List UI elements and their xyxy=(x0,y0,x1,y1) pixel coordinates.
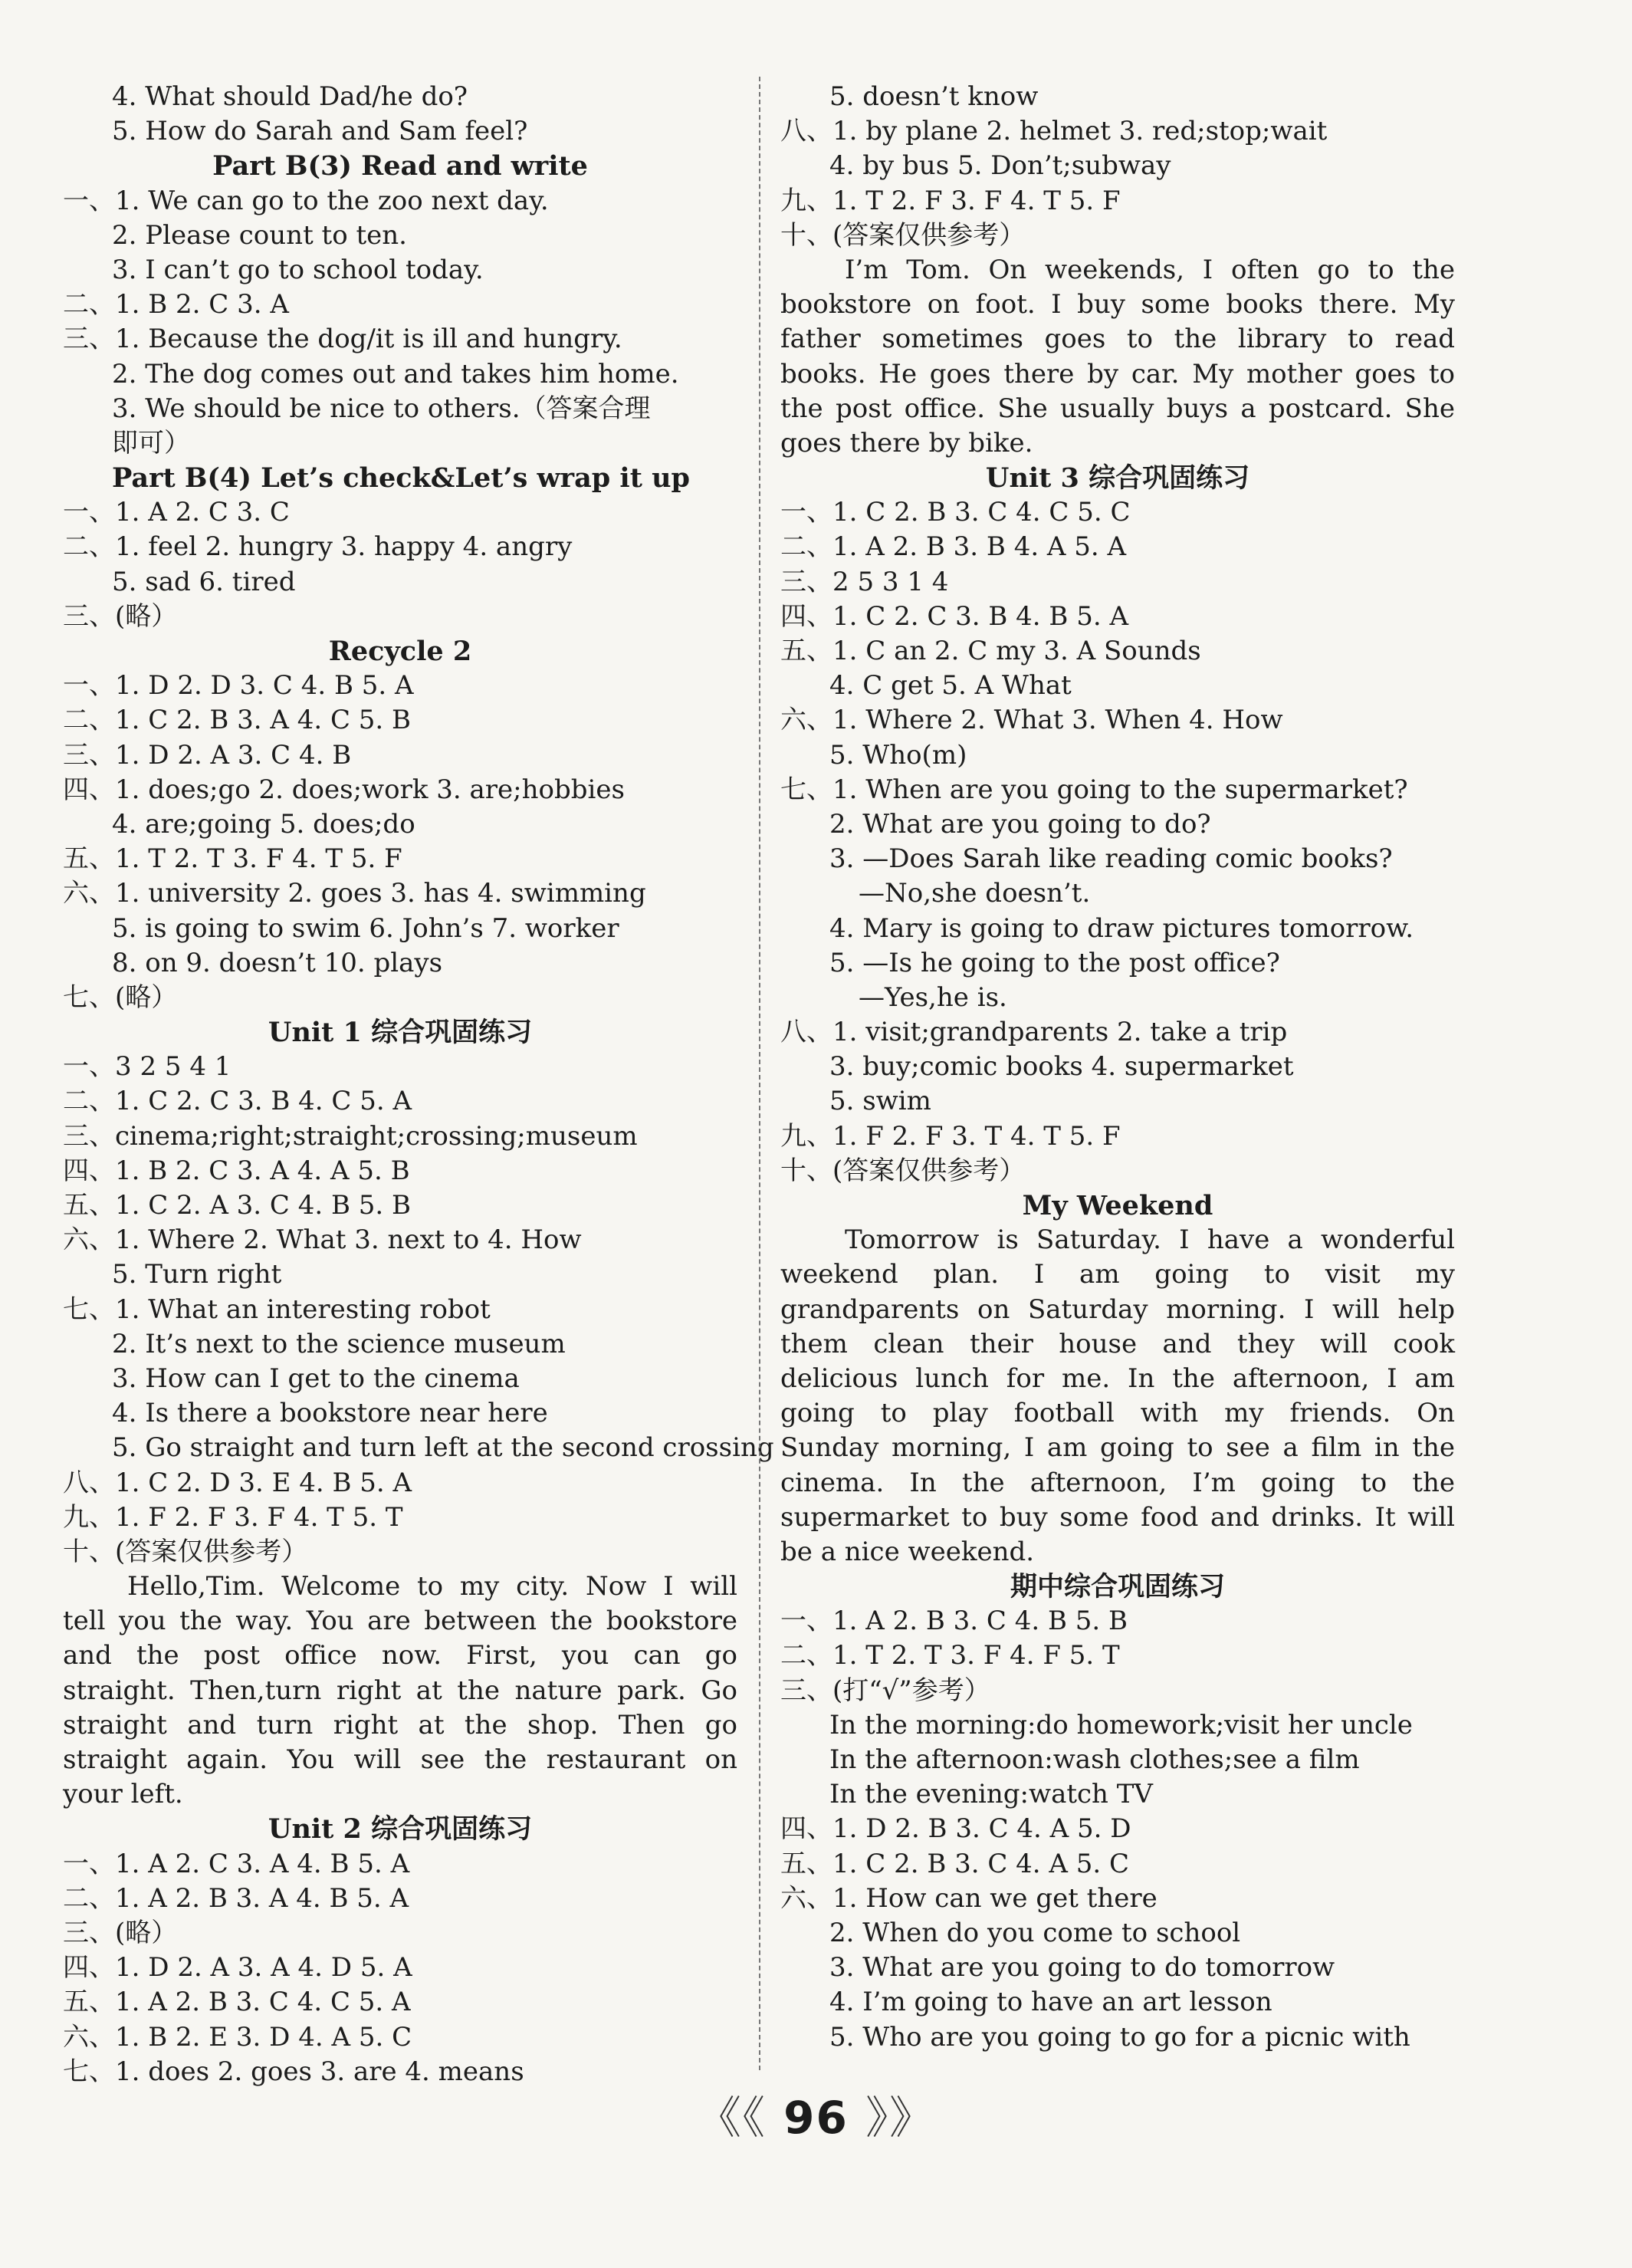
answer-line: 二、1. C 2. B 3. A 4. C 5. B xyxy=(63,705,412,736)
answer-line: 二、1. T 2. T 3. F 4. F 5. T xyxy=(780,1640,1120,1671)
answer-line: 二、1. feel 2. hungry 3. happy 4. angry xyxy=(63,531,573,563)
answer-line: father sometimes goes to the library to read xyxy=(780,324,1455,355)
answer-line: 八、1. visit;grandparents 2. take a trip xyxy=(780,1017,1288,1048)
answer-line: 一、1. We can go to the zoo next day. xyxy=(63,185,549,216)
answer-line: 七、1. does 2. goes 3. are 4. means xyxy=(63,2056,524,2087)
answer-line: 五、1. C 2. B 3. C 4. A 5. C xyxy=(780,1848,1130,1879)
answer-line: Hello,Tim. Welcome to my city. Now I will xyxy=(127,1571,737,1602)
answer-line: 3. We should be nice to others.（答案合理 xyxy=(112,393,651,424)
answer-line: —No,she doesn’t. xyxy=(859,878,1091,909)
answer-line: 十、(答案仅供参考） xyxy=(780,1155,1026,1186)
page-number-decor-left: 《《 xyxy=(696,2092,767,2144)
answer-line: 4. C get 5. A What xyxy=(829,670,1072,702)
answer-line: 5. Who(m) xyxy=(829,739,967,771)
section-heading: 期中综合巩固练习 xyxy=(1010,1571,1225,1603)
answer-line: 5. —Is he going to the post office? xyxy=(829,947,1280,978)
answer-line: 一、1. D 2. D 3. C 4. B 5. A xyxy=(63,670,414,702)
answer-line: going to play football with my friends. On xyxy=(780,1398,1455,1429)
answer-line: 5. is going to swim 6. John’s 7. worker xyxy=(112,912,619,944)
answer-line: 即可） xyxy=(112,427,190,459)
answer-line: tell you the way. You are between the bookstore xyxy=(63,1606,737,1637)
answer-line: 六、1. university 2. goes 3. has 4. swimming xyxy=(63,878,646,909)
answer-line: 二、1. A 2. B 3. A 4. B 5. A xyxy=(63,1882,409,1914)
answer-line: 八、1. by plane 2. helmet 3. red;stop;wait xyxy=(780,116,1328,147)
answer-line: 3. —Does Sarah like reading comic books? xyxy=(829,843,1393,875)
answer-line: them clean their house and they will cook xyxy=(780,1328,1455,1359)
answer-line: 三、(略） xyxy=(63,1917,178,1948)
answer-line: 五、1. T 2. T 3. F 4. T 5. F xyxy=(63,843,402,875)
answer-line: 5. Turn right xyxy=(112,1259,282,1290)
section-heading: Unit 2 综合巩固练习 xyxy=(268,1813,533,1846)
answer-line: 3. I can’t go to school today. xyxy=(112,254,484,285)
answer-line: and the post office now. First, you can go xyxy=(63,1640,737,1671)
answer-line: 4. What should Dad/he do? xyxy=(112,81,468,112)
answer-line: 5. doesn’t know xyxy=(829,81,1039,112)
answer-line: I’m Tom. On weekends, I often go to the xyxy=(845,254,1455,285)
answer-line: straight. Then,turn right at the nature park. Go xyxy=(63,1675,737,1706)
answer-line: 3. buy;comic books 4. supermarket xyxy=(829,1051,1294,1083)
answer-line: 3. What are you going to do tomorrow xyxy=(829,1952,1335,1984)
section-heading: Unit 1 综合巩固练习 xyxy=(268,1017,533,1049)
answer-line: 一、1. A 2. C 3. A 4. B 5. A xyxy=(63,1848,410,1879)
answer-line: In the evening:watch TV xyxy=(829,1779,1153,1810)
answer-line: 十、(答案仅供参考） xyxy=(63,1536,308,1567)
answer-line: 5. Who are you going to go for a picnic with xyxy=(829,2021,1410,2053)
answer-line: 2. When do you come to school xyxy=(829,1917,1241,1948)
answer-line: 4. Mary is going to draw pictures tomorrow. xyxy=(829,912,1414,944)
answer-line: straight again. You will see the restaurant on xyxy=(63,1744,737,1775)
answer-line: 4. I’m going to have an art lesson xyxy=(829,1987,1272,2018)
answer-line: be a nice weekend. xyxy=(780,1536,1035,1567)
answer-line: 三、cinema;right;straight;crossing;museum xyxy=(63,1120,638,1152)
answer-line: 五、1. C an 2. C my 3. A Sounds xyxy=(780,636,1201,666)
answer-line: 一、1. A 2. C 3. C xyxy=(63,497,290,528)
column-divider xyxy=(759,77,760,2070)
answer-line: 5. Go straight and turn left at the second crossing xyxy=(112,1432,774,1464)
answer-line: 2. The dog comes out and takes him home. xyxy=(112,358,679,390)
answer-line: straight and turn right at the shop. Then go xyxy=(63,1709,737,1740)
answer-line: 2. Please count to ten. xyxy=(112,219,407,251)
answer-line: 一、1. C 2. B 3. C 4. C 5. C xyxy=(780,497,1131,528)
answer-line: weekend plan. I am going to visit my xyxy=(780,1259,1455,1290)
section-heading: Part B(3) Read and write xyxy=(212,150,588,182)
answer-line: 四、1. D 2. A 3. A 4. D 5. A xyxy=(63,1952,412,1984)
answer-line: 六、1. Where 2. What 3. next to 4. How xyxy=(63,1224,582,1256)
answer-line: 七、(略） xyxy=(63,981,178,1013)
answer-line: 三、2 5 3 1 4 xyxy=(780,566,949,597)
answer-line: 四、1. D 2. B 3. C 4. A 5. D xyxy=(780,1813,1131,1845)
answer-line: 5. How do Sarah and Sam feel? xyxy=(112,116,528,147)
section-heading: Recycle 2 xyxy=(328,636,472,667)
section-heading: My Weekend xyxy=(1022,1190,1213,1221)
section-heading: Unit 3 综合巩固练习 xyxy=(985,462,1250,495)
answer-line: 十、(答案仅供参考） xyxy=(780,219,1026,251)
answer-line: 六、1. Where 2. What 3. When 4. How xyxy=(780,705,1283,736)
answer-line: 三、1. D 2. A 3. C 4. B xyxy=(63,739,352,771)
answer-line: grandparents on Saturday morning. I will help xyxy=(780,1293,1455,1325)
answer-line: Tomorrow is Saturday. I have a wonderful xyxy=(845,1224,1455,1256)
answer-line: 一、1. A 2. B 3. C 4. B 5. B xyxy=(780,1606,1128,1637)
page-number-decor-right: 》》 xyxy=(865,2092,936,2144)
answer-line: 四、1. C 2. C 3. B 4. B 5. A xyxy=(780,600,1129,632)
answer-line: 五、1. C 2. A 3. C 4. B 5. B xyxy=(63,1190,412,1221)
answer-line: 2. What are you going to do? xyxy=(829,808,1211,840)
answer-line: In the afternoon:wash clothes;see a film xyxy=(829,1744,1360,1775)
answer-line: 5. swim xyxy=(829,1086,931,1117)
answer-line: 二、1. B 2. C 3. A xyxy=(63,289,289,320)
answer-line: 4. by bus 5. Don’t;subway xyxy=(829,150,1171,182)
answer-line: cinema. In the afternoon, I’m going to the xyxy=(780,1467,1455,1498)
answer-line: 4. are;going 5. does;do xyxy=(112,808,415,840)
answer-line: goes there by bike. xyxy=(780,427,1033,459)
answer-line: 三、(打“√”参考） xyxy=(780,1675,990,1706)
section-heading: Part B(4) Let’s check&Let’s wrap it up xyxy=(112,462,690,495)
answer-line: 8. on 9. doesn’t 10. plays xyxy=(112,947,443,978)
answer-line: Sunday morning, I am going to see a film in the xyxy=(780,1432,1455,1464)
answer-line: the post office. She usually buys a postcard. She xyxy=(780,393,1455,424)
answer-line: 二、1. C 2. C 3. B 4. C 5. A xyxy=(63,1086,412,1117)
answer-line: 三、1. Because the dog/it is ill and hungry. xyxy=(63,324,622,355)
answer-line: 八、1. C 2. D 3. E 4. B 5. A xyxy=(63,1467,412,1498)
page-number xyxy=(0,2082,1632,2146)
answer-line: 4. Is there a bookstore near here xyxy=(112,1398,548,1429)
answer-line: 四、1. does;go 2. does;work 3. are;hobbies xyxy=(63,774,625,805)
answer-line: your left. xyxy=(63,1779,183,1810)
right-column xyxy=(780,80,1455,2055)
answer-line: 2. It’s next to the science museum xyxy=(112,1328,566,1359)
answer-line: 九、1. F 2. F 3. T 4. T 5. F xyxy=(780,1120,1121,1152)
answer-line: 七、1. What an interesting robot xyxy=(63,1293,491,1325)
answer-line: 九、1. F 2. F 3. F 4. T 5. T xyxy=(63,1501,403,1533)
answer-line: 3. How can I get to the cinema xyxy=(112,1362,520,1394)
answer-line: 5. sad 6. tired xyxy=(112,566,296,597)
answer-line: bookstore on foot. I buy some books there. My xyxy=(780,289,1455,320)
answer-line: 七、1. When are you going to the supermarket? xyxy=(780,774,1408,805)
answer-line: 二、1. A 2. B 3. B 4. A 5. A xyxy=(780,531,1127,563)
answer-line: —Yes,he is. xyxy=(859,981,1007,1013)
answer-line: delicious lunch for me. In the afternoon, I am xyxy=(780,1362,1455,1394)
answer-line: books. He goes there by car. My mother goes to xyxy=(780,358,1455,390)
answer-line: supermarket to buy some food and drinks. It will xyxy=(780,1501,1455,1533)
answer-line: In the morning:do homework;visit her uncle xyxy=(829,1709,1413,1740)
answer-line: 六、1. How can we get there xyxy=(780,1882,1158,1914)
answer-line: 三、(略） xyxy=(63,600,178,632)
answer-line: 九、1. T 2. F 3. F 4. T 5. F xyxy=(780,185,1121,216)
answer-line: 四、1. B 2. C 3. A 4. A 5. B xyxy=(63,1155,410,1186)
left-column xyxy=(63,80,774,2089)
answer-line: 五、1. A 2. B 3. C 4. C 5. A xyxy=(63,1987,411,2018)
answer-line: 一、3 2 5 4 1 xyxy=(63,1051,232,1083)
answer-line: 六、1. B 2. E 3. D 4. A 5. C xyxy=(63,2021,412,2053)
page-number-value: 96 xyxy=(783,2092,849,2144)
